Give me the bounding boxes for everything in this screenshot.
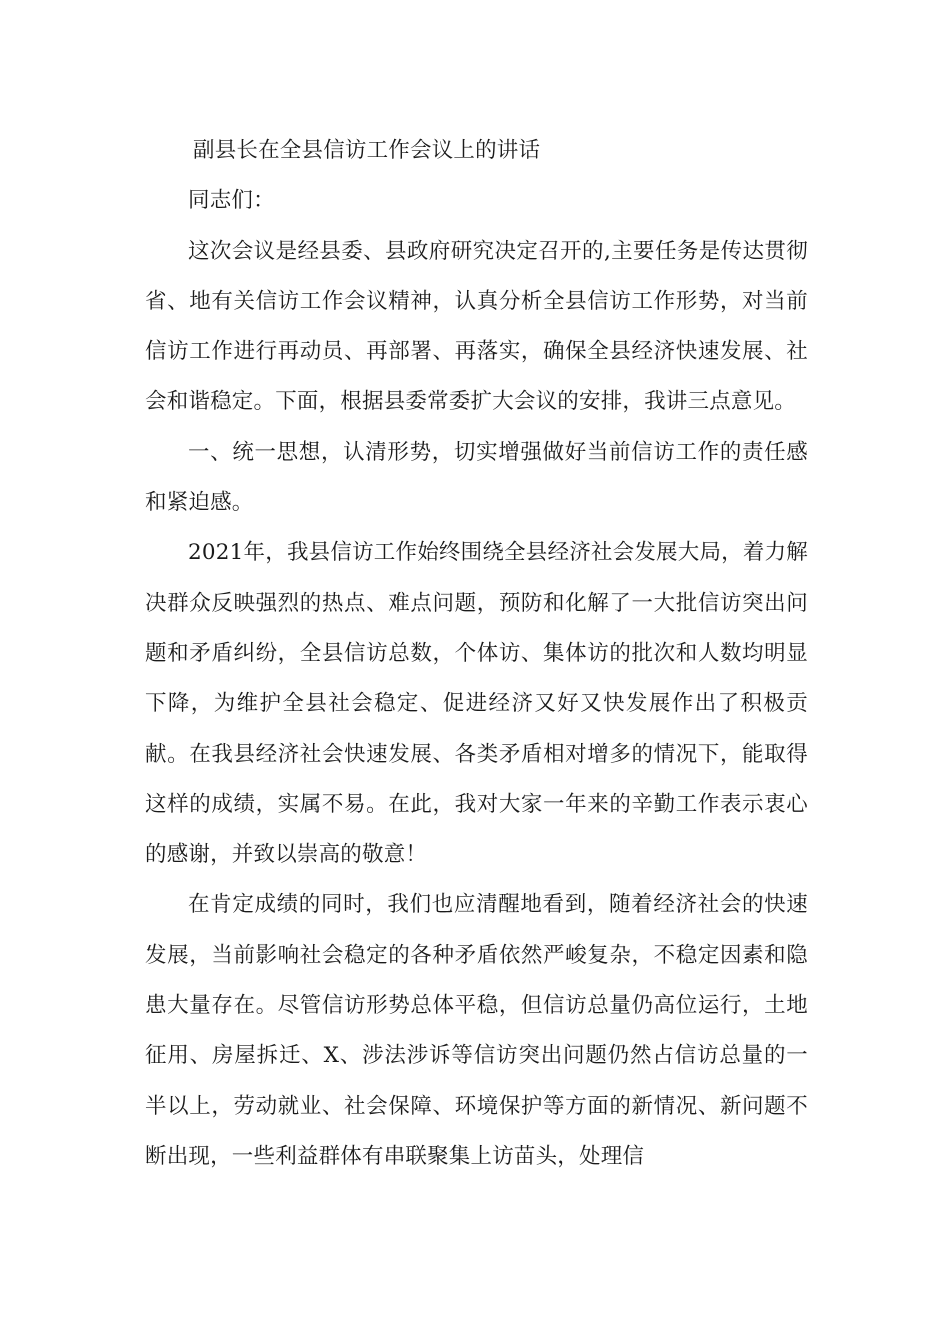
document-title: 副县长在全县信访工作会议上的讲话 <box>193 138 541 163</box>
paragraph-intro: 这次会议是经县委、县政府研究决定召开的,主要任务是传达贯彻省、地有关信访工作会议精神，认真分析全县信访工作形势，对当前信访工作进行再动员、再部署、再落实，确保全县经济快速发展、社会和谐稳定。下面，根据县委常委扩大会议的安排，我讲三点意见。 <box>145 238 808 415</box>
paragraph-achievements: 2021年，我县信访工作始终围绕全县经济社会发展大局，着力解决群众反映强烈的热点、难点问题，预防和化解了一大批信访突出问题和矛盾纠纷，全县信访总数，个体访、集体访的批次和人数均明显下降，为维护全县社会稳定、促进经济又好又快发展作出了积极贡献。在我县经济社会快速发展、各类矛盾相对增多的情况下，能取得这样的成绩，实属不易。在此，我对大家一年来的辛勤工作表示衷心的感谢，并致以崇高的敬意！ <box>145 540 808 868</box>
salutation: 同志们： <box>188 188 275 214</box>
paragraph-challenges: 在肯定成绩的同时，我们也应清醒地看到，随着经济社会的快速发展，当前影响社会稳定的各种矛盾依然严峻复杂，不稳定因素和隐患大量存在。尽管信访形势总体平稳，但信访总量仍高位运行，土地征用、房屋拆迁、X、涉法涉诉等信访突出问题仍然占信访总量的一半以上，劳动就业、社会保障、环境保护等方面的新情况、新问题不断出现，一些利益群体有串联聚集上访苗头，处理信 <box>145 892 808 1169</box>
paragraph-heading-one: 一、统一思想，认清形势，切实增强做好当前信访工作的责任感和紧迫感。 <box>145 439 808 516</box>
document-page <box>145 126 808 1182</box>
